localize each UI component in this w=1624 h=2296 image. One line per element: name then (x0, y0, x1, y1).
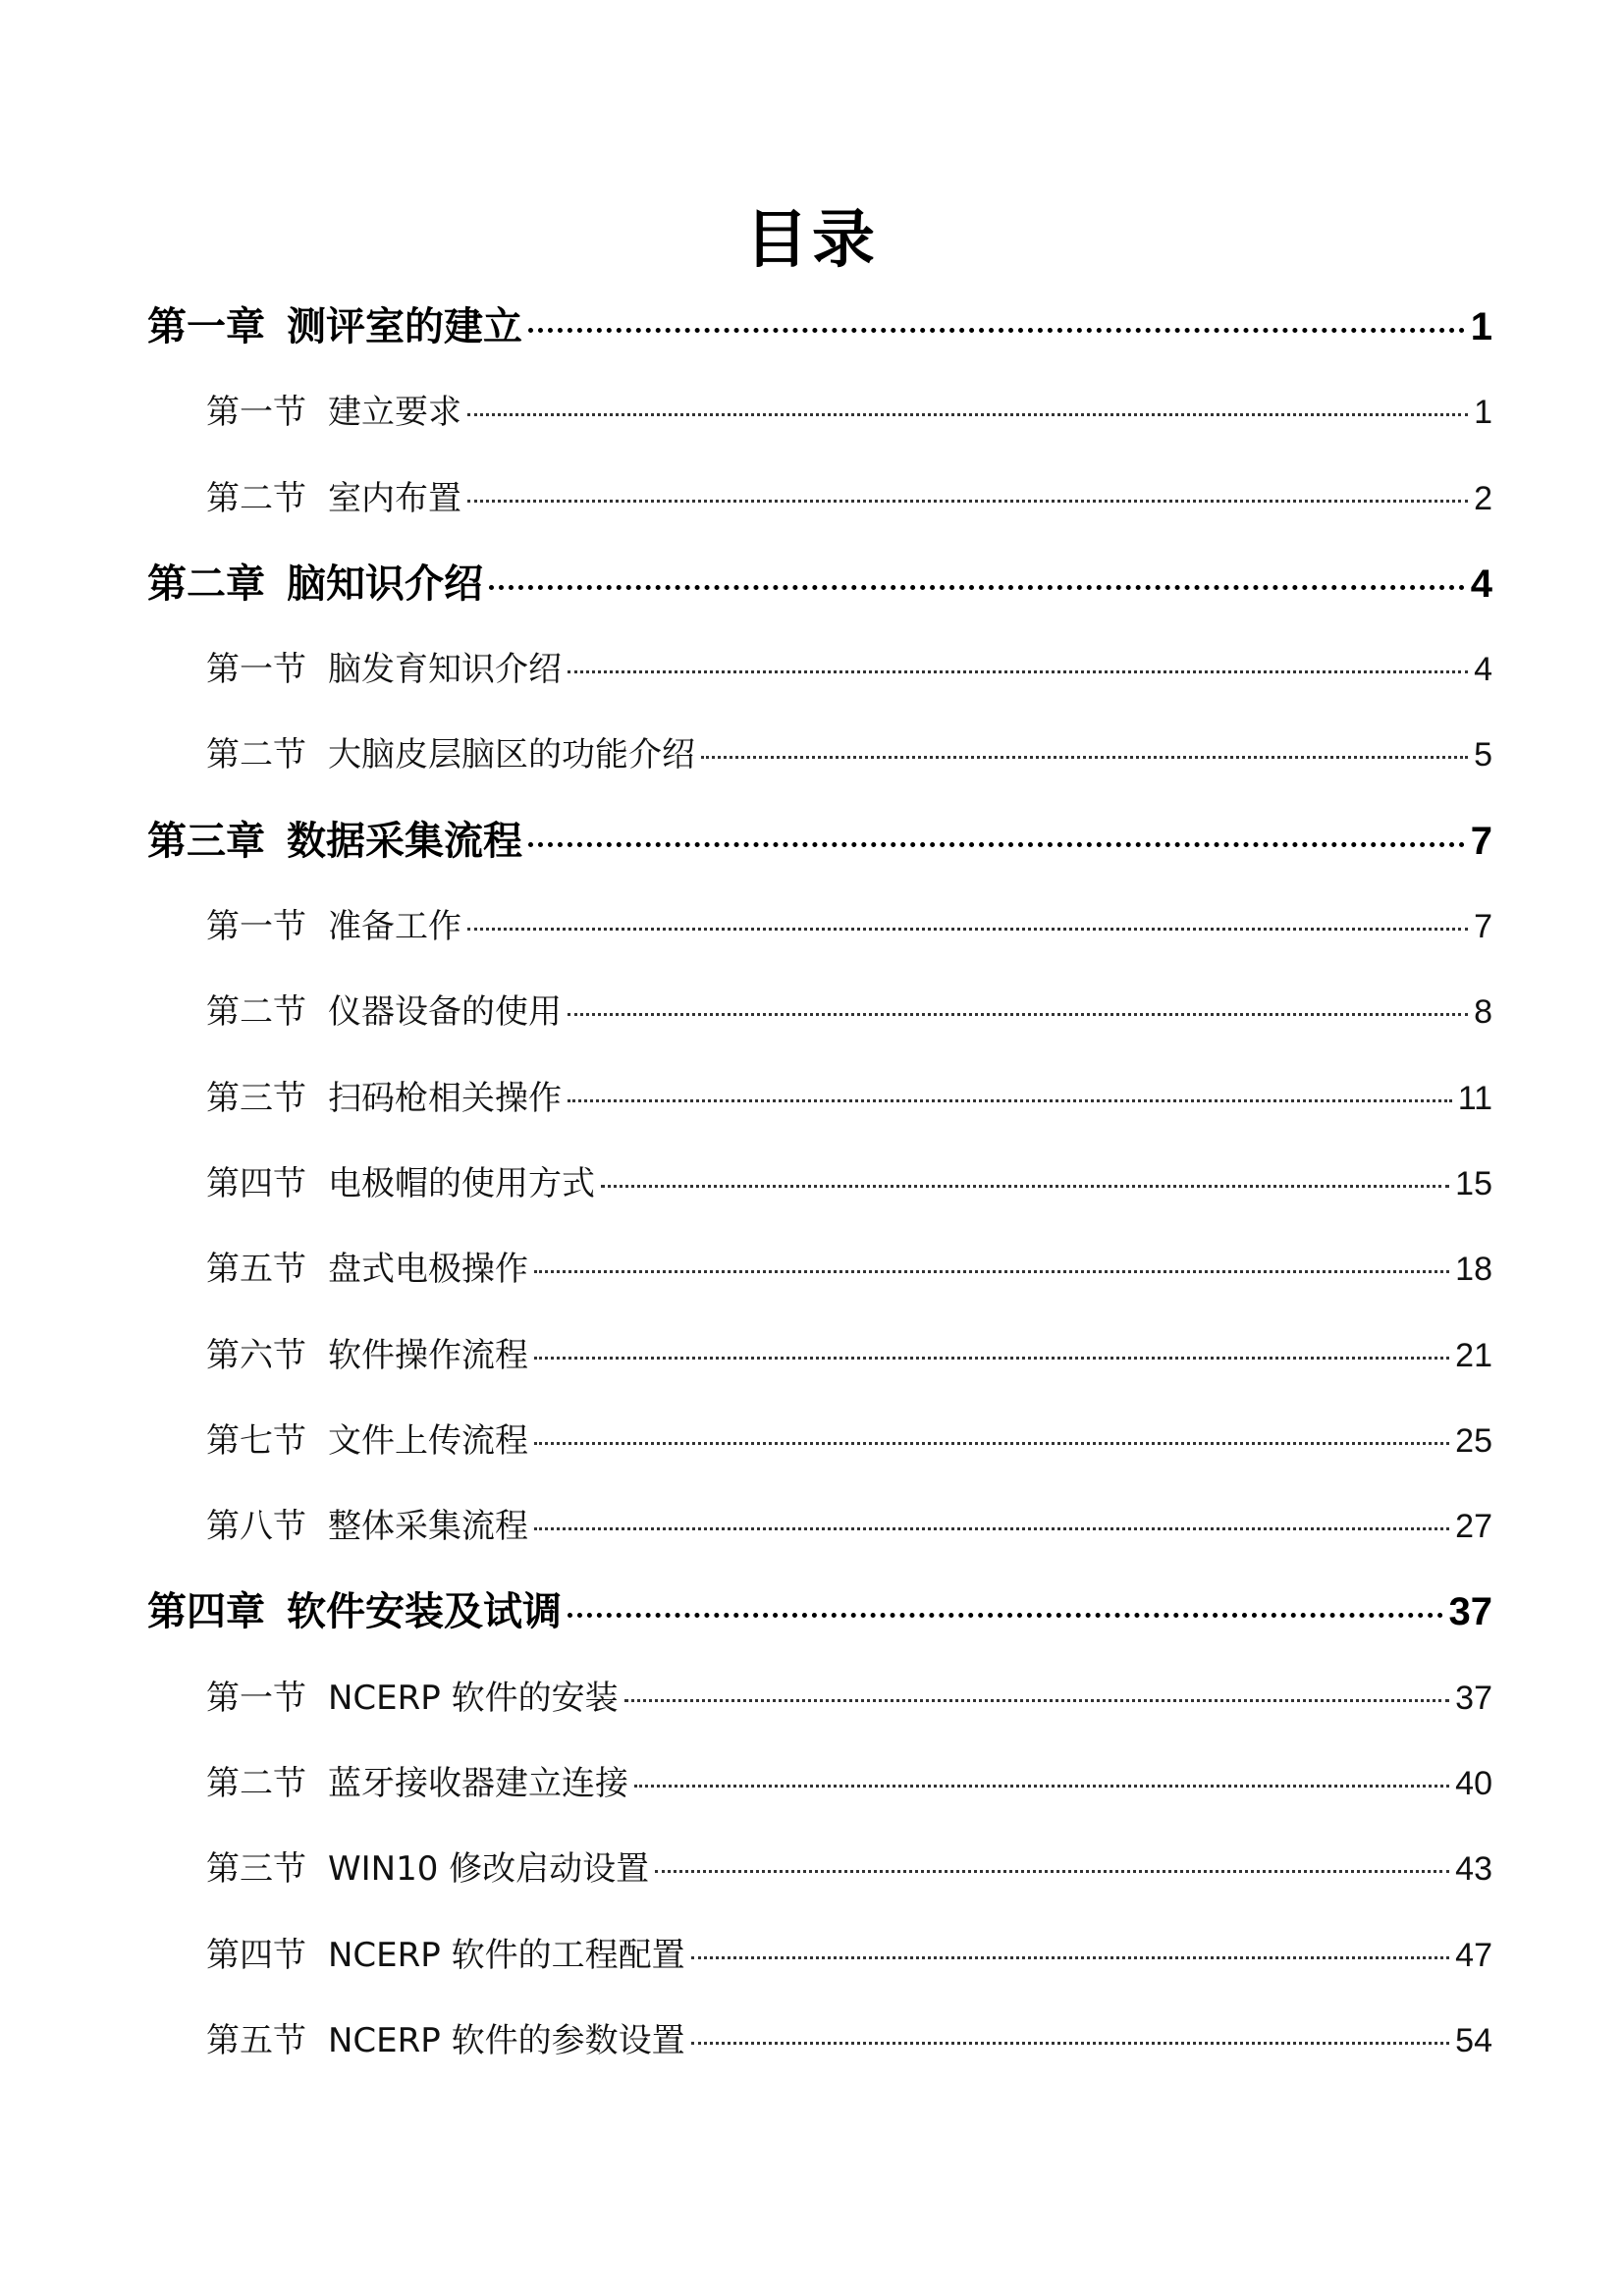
toc-list (147, 285, 1492, 2084)
toc-page-number: 15 (1455, 1164, 1492, 1202)
toc-entry-label (206, 713, 695, 798)
toc-entry-title: WIN10 修改启动设置 (328, 1849, 650, 1890)
toc-entry-title: 蓝牙接收器建立连接 (328, 1764, 628, 1804)
toc-section-entry[interactable] (147, 1656, 1492, 1741)
toc-entry-title: NCERP 软件的安装 (328, 1678, 619, 1718)
toc-dot-leader (467, 500, 1468, 503)
toc-entry-title: 软件操作流程 (328, 1335, 528, 1375)
toc-entry-number: 第七节 (206, 1420, 306, 1461)
toc-page-number: 18 (1455, 1251, 1492, 1289)
toc-entry-number: 第二章 (147, 561, 265, 607)
toc-entry-label (147, 285, 522, 370)
toc-entry-title: 电极帽的使用方式 (328, 1163, 595, 1203)
toc-dot-leader (467, 928, 1468, 931)
toc-entry-number: 第一节 (206, 907, 306, 947)
toc-dot-leader (568, 1099, 1452, 1102)
toc-entry-label (206, 884, 461, 970)
toc-entry-number: 第一章 (147, 304, 265, 349)
toc-page-number: 54 (1455, 2021, 1492, 2059)
toc-entry-label (206, 1999, 685, 2084)
toc-entry-title: 准备工作 (328, 907, 461, 947)
toc-section-entry[interactable] (147, 970, 1492, 1055)
toc-entry-title: 室内布置 (328, 478, 461, 518)
toc-page-number: 21 (1455, 1336, 1492, 1374)
toc-entry-number: 第二节 (206, 992, 306, 1033)
toc-entry-number: 第五节 (206, 1250, 306, 1290)
toc-entry-number: 第六节 (206, 1335, 306, 1375)
toc-page-number: 37 (1448, 1590, 1492, 1634)
toc-entry-title: 数据采集流程 (287, 818, 522, 864)
toc-section-entry[interactable] (147, 1484, 1492, 1570)
toc-page-number: 8 (1474, 993, 1492, 1032)
toc-entry-number: 第一节 (206, 393, 306, 433)
toc-page-number: 11 (1457, 1079, 1492, 1117)
toc-entry-number: 第四节 (206, 1935, 306, 1975)
toc-page-number: 1 (1470, 305, 1492, 348)
toc-dot-leader (655, 1870, 1449, 1873)
toc-entry-number: 第三节 (206, 1078, 306, 1118)
toc-dot-leader (568, 1613, 1443, 1618)
toc-dot-leader (568, 670, 1468, 673)
toc-entry-label (206, 1313, 528, 1399)
toc-section-entry[interactable] (147, 1827, 1492, 1912)
toc-entry-title: 整体采集流程 (328, 1507, 528, 1547)
toc-dot-leader (624, 1699, 1450, 1702)
toc-entry-number: 第二节 (206, 478, 306, 518)
toc-page-number: 43 (1455, 1850, 1492, 1889)
toc-entry-label (206, 456, 461, 542)
toc-entry-label (206, 1913, 685, 1999)
toc-dot-leader (489, 585, 1465, 590)
toc-page-number: 7 (1470, 819, 1492, 863)
toc-entry-label (206, 370, 461, 455)
toc-page-number: 4 (1470, 561, 1492, 606)
toc-entry-number: 第八节 (206, 1507, 306, 1547)
toc-entry-number: 第一节 (206, 1678, 306, 1718)
toc-section-entry[interactable] (147, 456, 1492, 542)
toc-section-entry[interactable] (147, 1999, 1492, 2084)
toc-dot-leader (568, 1013, 1468, 1016)
toc-entry-title: 脑发育知识介绍 (328, 650, 562, 690)
toc-entry-label (206, 970, 562, 1055)
toc-page-number: 25 (1455, 1421, 1492, 1460)
toc-entry-label (206, 1741, 628, 1827)
toc-entry-number: 第四章 (147, 1589, 265, 1635)
toc-dot-leader (528, 842, 1465, 847)
toc-dot-leader (534, 1357, 1449, 1360)
toc-entry-number: 第三章 (147, 818, 265, 864)
toc-dot-leader (634, 1785, 1449, 1788)
toc-entry-label (206, 1484, 528, 1570)
toc-dot-leader (534, 1527, 1449, 1530)
toc-section-entry[interactable] (147, 713, 1492, 798)
toc-entry-title: 文件上传流程 (328, 1420, 528, 1461)
toc-entry-label (206, 1227, 528, 1312)
toc-dot-leader (691, 2042, 1450, 2045)
toc-entry-number: 第五节 (206, 2020, 306, 2060)
toc-entry-label (206, 1827, 649, 1912)
toc-section-entry[interactable] (147, 370, 1492, 455)
toc-entry-number: 第三节 (206, 1849, 306, 1890)
toc-entry-label (206, 1142, 595, 1227)
toc-entry-number: 第四节 (206, 1163, 306, 1203)
toc-entry-label (206, 1056, 562, 1142)
toc-page-number: 5 (1474, 736, 1492, 774)
toc-section-entry[interactable] (147, 1399, 1492, 1484)
toc-page-number: 37 (1455, 1679, 1492, 1717)
toc-entry-title: NCERP 软件的参数设置 (328, 2020, 685, 2060)
toc-chapter-entry[interactable] (147, 1570, 1492, 1655)
toc-page-number: 4 (1474, 651, 1492, 689)
toc-section-entry[interactable] (147, 1313, 1492, 1399)
toc-dot-leader (528, 328, 1465, 333)
toc-page-number: 2 (1474, 479, 1492, 517)
toc-chapter-entry[interactable] (147, 799, 1492, 884)
toc-entry-title: 软件安装及试调 (287, 1589, 562, 1635)
toc-dot-leader (467, 413, 1468, 416)
toc-section-entry[interactable] (147, 1741, 1492, 1827)
toc-section-entry[interactable] (147, 884, 1492, 970)
toc-section-entry[interactable] (147, 1227, 1492, 1312)
toc-entry-title: 脑知识介绍 (287, 561, 483, 607)
toc-dot-leader (534, 1270, 1449, 1273)
toc-entry-title: NCERP 软件的工程配置 (328, 1935, 685, 1975)
toc-dot-leader (534, 1442, 1449, 1445)
toc-section-entry[interactable] (147, 627, 1492, 713)
toc-entry-number: 第二节 (206, 1764, 306, 1804)
toc-chapter-entry[interactable] (147, 285, 1492, 370)
toc-section-entry[interactable] (147, 1913, 1492, 1999)
toc-entry-title: 盘式电极操作 (328, 1250, 528, 1290)
toc-chapter-entry[interactable] (147, 542, 1492, 627)
toc-title: 目录 (745, 204, 879, 277)
toc-page-number: 27 (1455, 1508, 1492, 1546)
toc-entry-title: 建立要求 (328, 393, 461, 433)
toc-entry-number: 第二节 (206, 735, 306, 775)
toc-section-entry[interactable] (147, 1142, 1492, 1227)
toc-entry-title: 仪器设备的使用 (328, 992, 562, 1033)
toc-entry-title: 测评室的建立 (287, 304, 522, 349)
toc-entry-label (147, 1570, 562, 1655)
toc-entry-title: 大脑皮层脑区的功能介绍 (328, 735, 695, 775)
toc-entry-label (206, 627, 562, 713)
toc-dot-leader (601, 1185, 1449, 1188)
toc-entry-label (147, 542, 483, 627)
toc-entry-label (206, 1399, 528, 1484)
toc-page-number: 1 (1474, 394, 1492, 432)
toc-section-entry[interactable] (147, 1056, 1492, 1142)
toc-dot-leader (701, 756, 1468, 759)
toc-page-number: 40 (1455, 1765, 1492, 1803)
toc-page-number: 7 (1474, 908, 1492, 946)
toc-entry-number: 第一节 (206, 650, 306, 690)
toc-entry-title: 扫码枪相关操作 (328, 1078, 562, 1118)
toc-entry-label (206, 1656, 619, 1741)
toc-page-number: 47 (1455, 1936, 1492, 1974)
toc-entry-label (147, 799, 522, 884)
toc-dot-leader (691, 1956, 1450, 1959)
